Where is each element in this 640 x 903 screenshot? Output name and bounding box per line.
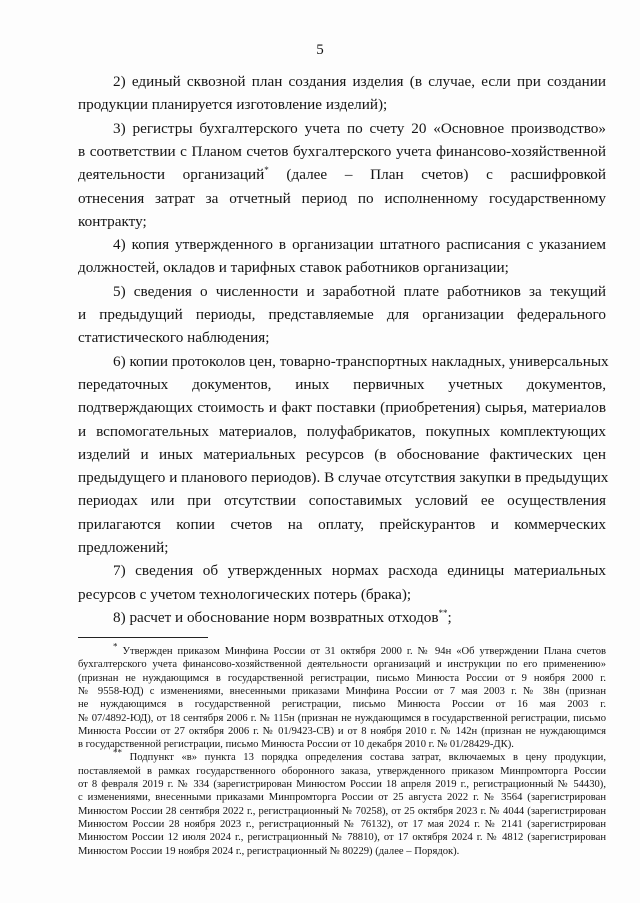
body-line: прилагаются копии счетов на оплату, прейскурантов и коммерческих xyxy=(78,515,606,533)
body-line: 6) копии протоколов цен, товарно-транспортных накладных, универсальных xyxy=(113,352,609,370)
body-line: контракту; xyxy=(78,212,147,230)
footnote-line: бухгалтерского учета финансово-хозяйственной деятельности организаций и инструкции по его применению» xyxy=(78,659,606,671)
footnote-line: (признан не нуждающимся в государственной регистрации, письмо Минюста России от 9 ноября 2000 г. xyxy=(78,672,606,684)
body-line: 3) регистры бухгалтерского учета по счету 20 «Основное производство» xyxy=(113,119,606,137)
body-line: ресурсов с учетом технологических потерь (брака); xyxy=(78,585,412,603)
footnote-line: в государственной регистрации, письмо Минюста России от 10 декабря 2010 г. № 01/28429-ДК). xyxy=(78,739,514,751)
footnote-line: Минюстом России 28 ноября 2023 г., регистрационный № 76132), от 17 мая 2024 г. № 2141 (зарегистрирован xyxy=(78,818,606,830)
footnote-marker: * xyxy=(264,165,269,176)
body-line: 8) расчет и обоснование норм возвратных отходов**; xyxy=(113,607,452,626)
footnote-marker: ** xyxy=(438,607,448,618)
body-line: 7) сведения об утвержденных нормах расхода единицы материальных xyxy=(113,562,606,580)
footnote-line: поставляемой в рамках государственного оборонного заказа, утвержденного приказом Минпромторга России xyxy=(78,765,606,777)
body-line: деятельности организаций* (далее – План счетов) с расшифровкой xyxy=(78,165,606,184)
body-line: должностей, окладов и тарифных ставок работников организации; xyxy=(78,259,509,277)
body-line: 5) сведения о численности и заработной плате работников за текущий xyxy=(113,282,606,300)
footnote-line: Минюстом России 12 июля 2024 г., регистрационный № 78810), от 17 октября 2024 г. № 4812 (зарегистрирован xyxy=(78,832,606,844)
footnote-marker: * xyxy=(113,641,118,652)
body-line: изделий и иных материальных ресурсов (в обоснование фактических цен xyxy=(78,445,606,463)
body-line: подтверждающих стоимость и факт поставки (приобретения) сырья, материалов xyxy=(78,399,606,417)
body-line: в соответствии с Планом счетов бухгалтерского учета финансово-хозяйственной xyxy=(78,142,606,160)
body-line: продукции планируется изготовление изделий); xyxy=(78,96,388,114)
footnote-marker: ** xyxy=(113,747,122,758)
body-line: предыдущего и планового периодов). В случае отсутствия закупки в предыдущих xyxy=(78,469,609,487)
body-line: предложений; xyxy=(78,539,169,556)
footnote-line: № 9558-ЮД) с изменениями, внесенными приказами Минфина России от 7 мая 2003 г. № 38н (признан xyxy=(78,685,606,697)
footnote-line: Минюста России от 27 октября 2006 г. № 01/9423-СВ) и от 8 ноября 2010 г. № 142н (признан не нуждающимся xyxy=(78,725,606,737)
body-line: и предыдущий периоды, представляемые для организации федерального xyxy=(78,306,606,323)
body-line: и вспомогательных материалов, полуфабрикатов, покупных комплектующих xyxy=(78,422,606,440)
footnote-line: № 07/4892-ЮД), от 18 сентября 2006 г. № 115н (признан не нуждающимся в государственной регистрации, письмо xyxy=(78,712,606,724)
footnote-line: от 8 февраля 2019 г. № 334 (зарегистрирован Минюстом России 18 апреля 2019 г., регистрационный № 54430), xyxy=(78,779,606,790)
footnote-separator xyxy=(78,637,208,638)
footnote-line: Минюстом России 19 ноября 2024 г., регистрационный № 80229) (далее – Порядок). xyxy=(78,845,460,857)
body-line: передаточных документов, иных первичных учетных документов, xyxy=(78,375,606,393)
footnote-line: ** Подпункт «в» пункта 13 порядка определения состава затрат, включаемых в цену продукции, xyxy=(113,747,606,764)
body-line: статистического наблюдения; xyxy=(78,329,270,347)
footnote-line: не нуждающимся в государственной регистрации, письмо Минюста России от 16 мая 2003 г. xyxy=(78,699,606,711)
footnote-line: с изменениями, внесенными приказами Минпромторга России от 25 августа 2022 г. № 3564 (зарегистрирован xyxy=(78,792,606,804)
footnote-line: Минюстом России 28 сентября 2022 г., регистрационный № 70258), от 25 октября 2023 г. № 4044 (зарегистрирован xyxy=(78,805,606,817)
page-number: 5 xyxy=(316,42,324,58)
body-line: 2) единый сквозной план создания изделия (в случае, если при создании xyxy=(113,73,606,90)
body-line: 4) копия утвержденного в организации штатного расписания с указанием xyxy=(113,236,606,254)
footnote-line: * Утвержден приказом Минфина России от 31 октября 2000 г. № 94н «Об утверждении Плана счетов xyxy=(113,641,606,657)
body-line: периодах или при отсутствии сопоставимых условий ее осуществления xyxy=(78,492,606,510)
body-line: отнесения затрат за отчетный период по исполненному государственному xyxy=(78,189,606,207)
